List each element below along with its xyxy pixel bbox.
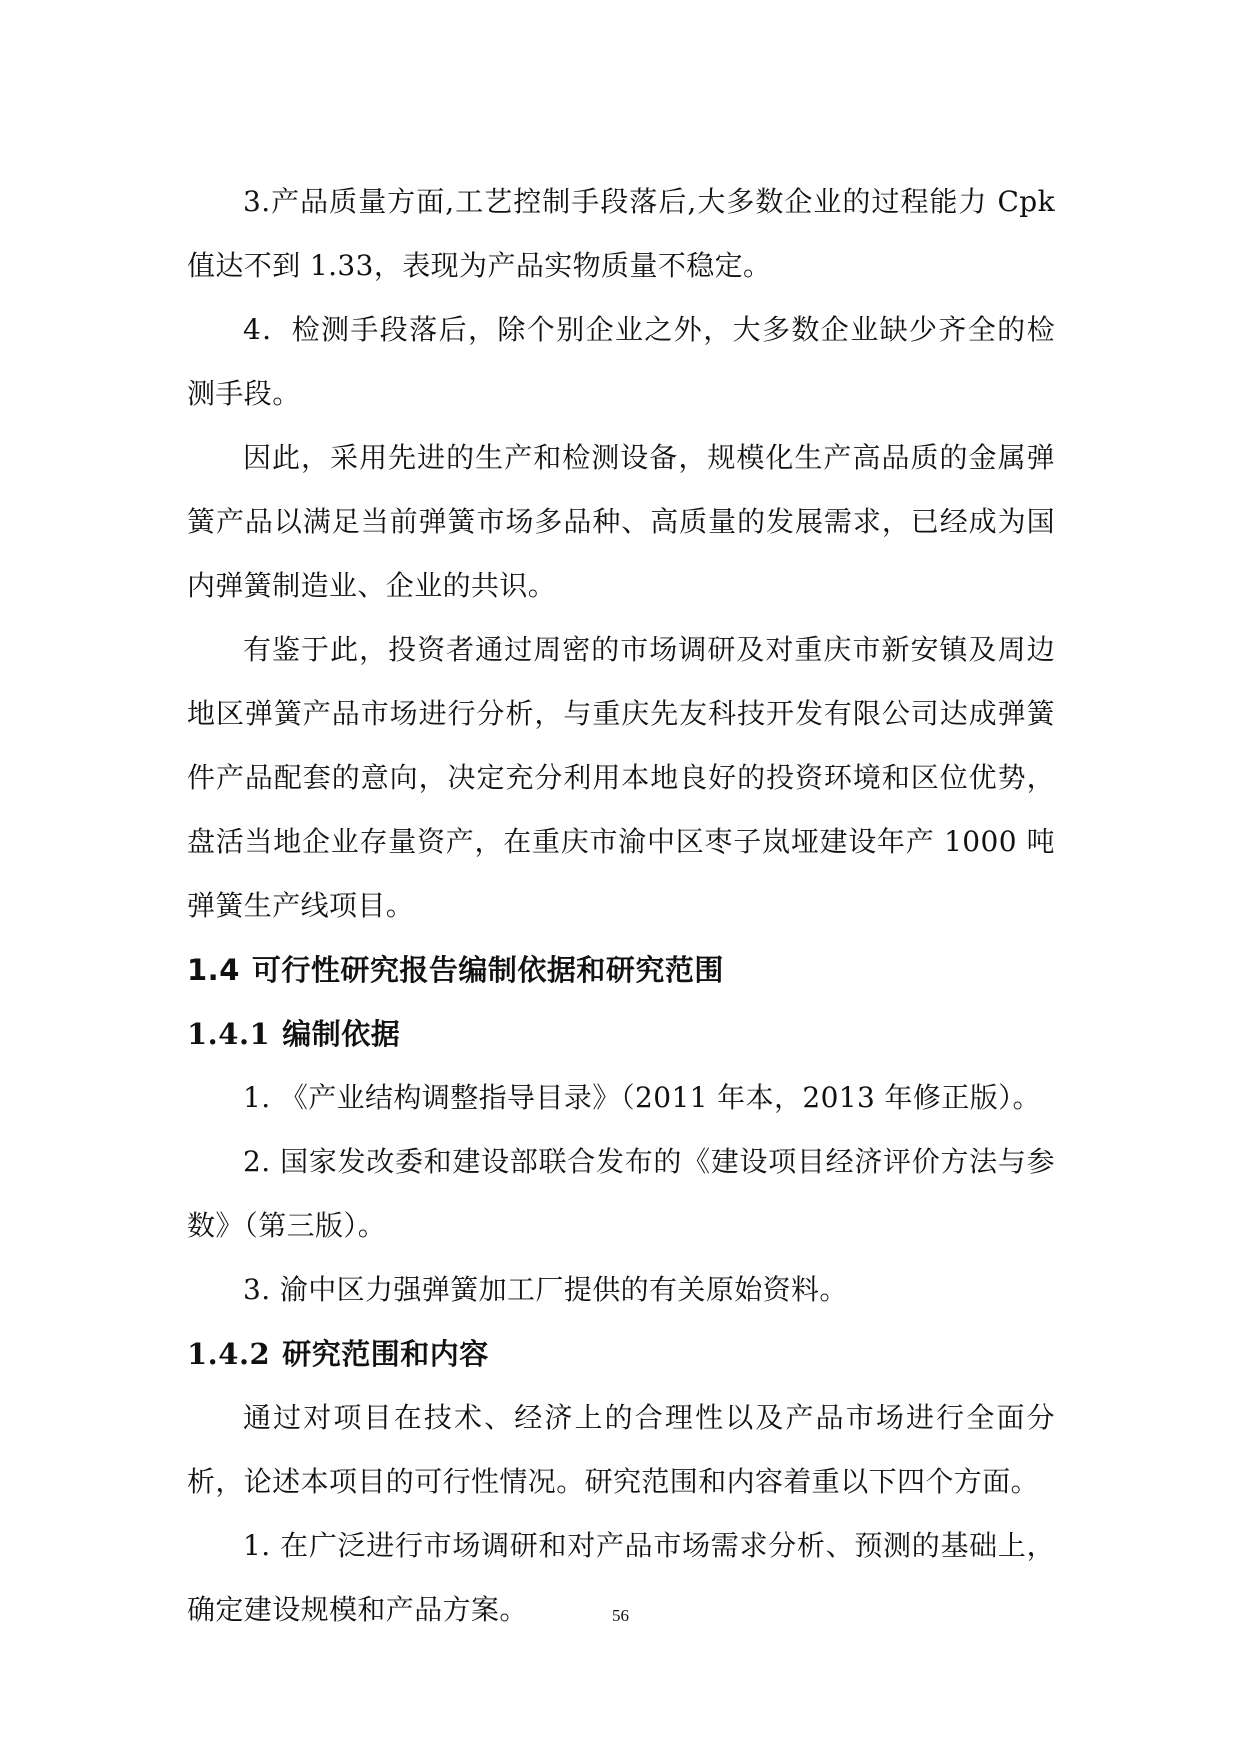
section-heading-1-4 (187, 938, 1055, 1002)
section-number: 1.4.1 (187, 1017, 271, 1051)
basis-item-1: 1. 《产业结构调整指导目录》（2011 年本，2013 年修正版）。 (243, 1081, 1041, 1114)
paragraph-inspection: 4．检测手段落后，除个别企业之外，大多数企业缺少齐全的检测手段。 (187, 313, 1055, 410)
section-heading-1-4-1 (187, 1002, 1055, 1066)
paragraph-quality: 3.产品质量方面,工艺控制手段落后,大多数企业的过程能力 Cpk 值达不到 1.33，表现为产品实物质量不稳定。 (187, 185, 1055, 282)
basis-item-3: 3. 渝中区力强弹簧加工厂提供的有关原始资料。 (243, 1273, 848, 1306)
page-body (187, 170, 1055, 1642)
basis-item-2: 2. 国家发改委和建设部联合发布的《建设项目经济评价方法与参数》（第三版）。 (187, 1145, 1055, 1242)
section-heading-1-4-2 (187, 1322, 1055, 1386)
section-number: 1.4 (187, 953, 240, 987)
section-title: 编制依据 (282, 1017, 401, 1051)
section-title: 可行性研究报告编制依据和研究范围 (251, 953, 724, 987)
paragraph-investment: 有鉴于此，投资者通过周密的市场调研及对重庆市新安镇及周边地区弹簧产品市场进行分析，与重庆先友科技开发有限公司达成弹簧件产品配套的意向，决定充分利用本地良好的投资环境和区位优势，盘活当地企业存量资产，在重庆市渝中区枣子岚垭建设年产 1000 吨弹簧生产线项目。 (187, 633, 1055, 922)
paragraph-therefore: 因此，采用先进的生产和检测设备，规模化生产高品质的金属弹簧产品以满足当前弹簧市场多品种、高质量的发展需求，已经成为国内弹簧制造业、企业的共识。 (187, 441, 1055, 602)
page-number: 56 (612, 1606, 629, 1625)
paragraph-scope: 通过对项目在技术、经济上的合理性以及产品市场进行全面分析，论述本项目的可行性情况。研究范围和内容着重以下四个方面。 (187, 1401, 1055, 1498)
section-title: 研究范围和内容 (282, 1337, 489, 1371)
section-number: 1.4.2 (187, 1337, 271, 1371)
scope-item-1: 1. 在广泛进行市场调研和对产品市场需求分析、预测的基础上，确定建设规模和产品方案。 (187, 1529, 1055, 1626)
